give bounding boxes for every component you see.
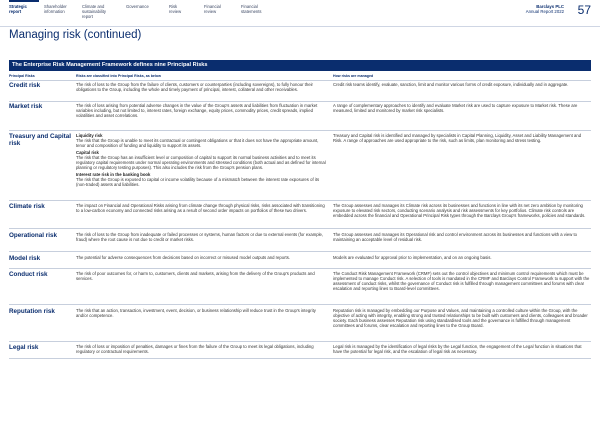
page-number: 57 — [577, 3, 591, 17]
divider — [9, 251, 591, 252]
risk-name-credit: Credit risk — [9, 82, 41, 89]
divider — [9, 101, 591, 102]
column-header-risk: Principal Risks — [9, 74, 35, 78]
nav-tab-governance[interactable]: Governance — [126, 4, 149, 9]
divider — [9, 268, 591, 269]
risk-name-conduct: Conduct risk — [9, 271, 48, 278]
risk-name-operational: Operational risk — [9, 232, 57, 239]
column-header-management: How risks are managed — [333, 74, 374, 78]
risk-definition-credit: The risk of loss to the Group from the failure of clients, customers or counterparties (including sovereigns), to fully honour their obligations to the Group, including the whole and timely payment of principal, interest, collateral and other receivables. — [76, 82, 313, 93]
risk-name-market: Market risk — [9, 103, 43, 110]
definition-interest-rate-risk: The risk that the Group is exposed to capital or income volatility because of a mismatch between the interest rate exposures of its (non-traded) assets and liabilities. — [76, 177, 320, 188]
risk-name-model: Model risk — [9, 255, 41, 262]
section-banner: The Enterprise Risk Management Framework defines nine Principal Risks — [9, 60, 591, 71]
risk-definition-climate: The impact on Financial and Operational Risks arising from climate change through physical risks, risks associated with transitioning to a low-carbon economy and connected risks arising as a result of second order impacts on portfolios of these two drivers. — [76, 203, 325, 214]
risk-management-market: A range of complementary approaches to identify and evaluate Market risk are used to capture exposure to Market risk. These are measured, limited and monitored by market risk specialists. — [333, 103, 578, 114]
subheading-capital-risk: Capital risk — [76, 149, 99, 155]
risk-definition-conduct: The risk of poor outcomes for, or harm to, customers, clients and markets, arising from the delivery of the Group's products and services. — [76, 271, 315, 282]
divider — [9, 200, 591, 201]
risk-name-climate: Climate risk — [9, 203, 45, 210]
risk-management-operational: The Group assesses and manages its Operational risk and control environment across its businesses and functions with a view to maintaining an acceptable level of residual risk. — [333, 232, 578, 243]
risk-definition-reputation: The risk that an action, transaction, investment, event, decision, or business relationship will reduce trust in the Group's integrity and/or competence. — [76, 308, 316, 319]
risk-management-legal: Legal risk is managed by the identification of legal risks by the Legal function, the engagement of the Legal function in situations that have the potential for legal risk, and the escalation of legal risk as necessary. — [333, 344, 582, 355]
risk-definition-treasury-capital — [76, 133, 328, 188]
risk-management-treasury-capital: Treasury and Capital risk is identified and managed by specialists in Capital Planning, Liquidity, Asset and Liability Management and Risk. A range of approaches are used appropriate to the risk, such as limits, plan monitoring and stress testing. — [333, 133, 582, 144]
divider — [9, 228, 591, 229]
risk-name-legal: Legal risk — [9, 344, 39, 351]
company-name: Barclays PLC — [536, 4, 564, 9]
risk-management-credit: Credit risk teams identify, evaluate, sanction, limit and monitor various forms of credit exposure, individually and in aggregate. — [333, 82, 569, 87]
divider — [9, 130, 591, 131]
risk-definition-legal: The risk of loss or imposition of penalties, damages or fines from the failure of the Group to meet its legal obligations, including regulatory or contractual requirements. — [76, 344, 314, 355]
risk-definition-model: The potential for adverse consequences from decisions based on incorrect or misused model outputs and reports. — [76, 255, 291, 260]
company-block — [526, 4, 564, 14]
definition-capital-risk: The risk that the Group has an insufficient level or composition of capital to support its normal business activities and to meet its regulatory capital requirements under normal operating environments and stressed conditions (both actual and as defined for internal planning or regulatory testing purposes). This also includes the risk from the Group's pension plans. — [76, 155, 326, 171]
risk-management-model: Models are evaluated for approval prior to implementation, and on an ongoing basis. — [333, 255, 492, 260]
divider — [9, 358, 591, 359]
page-title: Managing risk (continued) — [9, 29, 142, 41]
nav-tab-financial-review[interactable]: Financial review — [204, 4, 221, 14]
risk-management-climate: The Group assesses and manages its Climate risk across its businesses and functions in line with its net zero ambition by monitoring exposure to elevated risk sectors, conducting scenario analysis and risk assessments for key portfolios. Climate risk controls are embedded across the financial and Operational Principal Risk types through the Barclays Group's frameworks, policies and standards. — [333, 203, 586, 219]
risk-name-reputation: Reputation risk — [9, 308, 55, 315]
risk-management-conduct: The Conduct Risk Management Framework (CRMF) sets out the control objectives and minimum control requirements which must be implemented to manage Conduct risk. A selection of tools is mandated in the CRMF and Barclays Control Framework to support with the assessment of conduct risks, whilst the governance of Conduct risk is fulfilled through management committees and forums with clear escalation and reporting lines to Board-level committees. — [333, 271, 590, 292]
report-name: Annual Report 2022 — [525, 9, 564, 14]
divider — [9, 80, 591, 81]
nav-tab-strategic-report[interactable]: Strategic report — [9, 4, 45, 14]
risk-definition-operational: The risk of loss to the Group from inadequate or failed processes or systems, human factors or due to external events (for example, fraud) where the root cause is not due to credit or market risks. — [76, 232, 324, 243]
nav-tab-climate-sustainability[interactable]: Climate and sustainability report — [82, 4, 106, 19]
risk-name-treasury-capital: Treasury and Capital risk — [9, 133, 71, 147]
nav-tab-shareholder-information[interactable]: Shareholder information — [44, 4, 67, 14]
definition-liquidity-risk: The risk that the Group is unable to meet its contractual or contingent obligations or that it does not have the appropriate amount, tenor and composition of funding and liquidity to support its assets. — [76, 138, 319, 149]
nav-tab-risk-review[interactable]: Risk review — [169, 4, 182, 14]
subheading-liquidity-risk: Liquidity risk — [76, 133, 103, 138]
column-header-definition: Risks are classified into Principal Risks, as below — [76, 74, 161, 78]
risk-management-reputation: Reputation risk is managed by embedding our Purpose and Values, and maintaining a controlled culture within the Group, with the objective of acting with integrity, enabling strong and trusted relationships to be built with customers and clients, colleagues and broader society. Each business assesses Reputation risk using standardised tools and the governance is fulfilled through management committees and forums, clear escalation and reporting lines to the Group Board. — [333, 308, 588, 329]
divider — [9, 341, 591, 342]
nav-tab-financial-statements[interactable]: Financial statements — [241, 4, 262, 14]
divider — [9, 304, 591, 305]
top-navigation — [0, 0, 600, 27]
risk-definition-market: The risk of loss arising from potential adverse changes in the value of the Group's assets and liabilities from fluctuation in market variables including, but not limited to, interest rates, foreign exchange, equity prices, commodity prices, credit spreads, implied volatilities and asset correlations. — [76, 103, 318, 119]
subheading-interest-rate-risk: Interest rate risk in the banking book — [76, 172, 151, 178]
